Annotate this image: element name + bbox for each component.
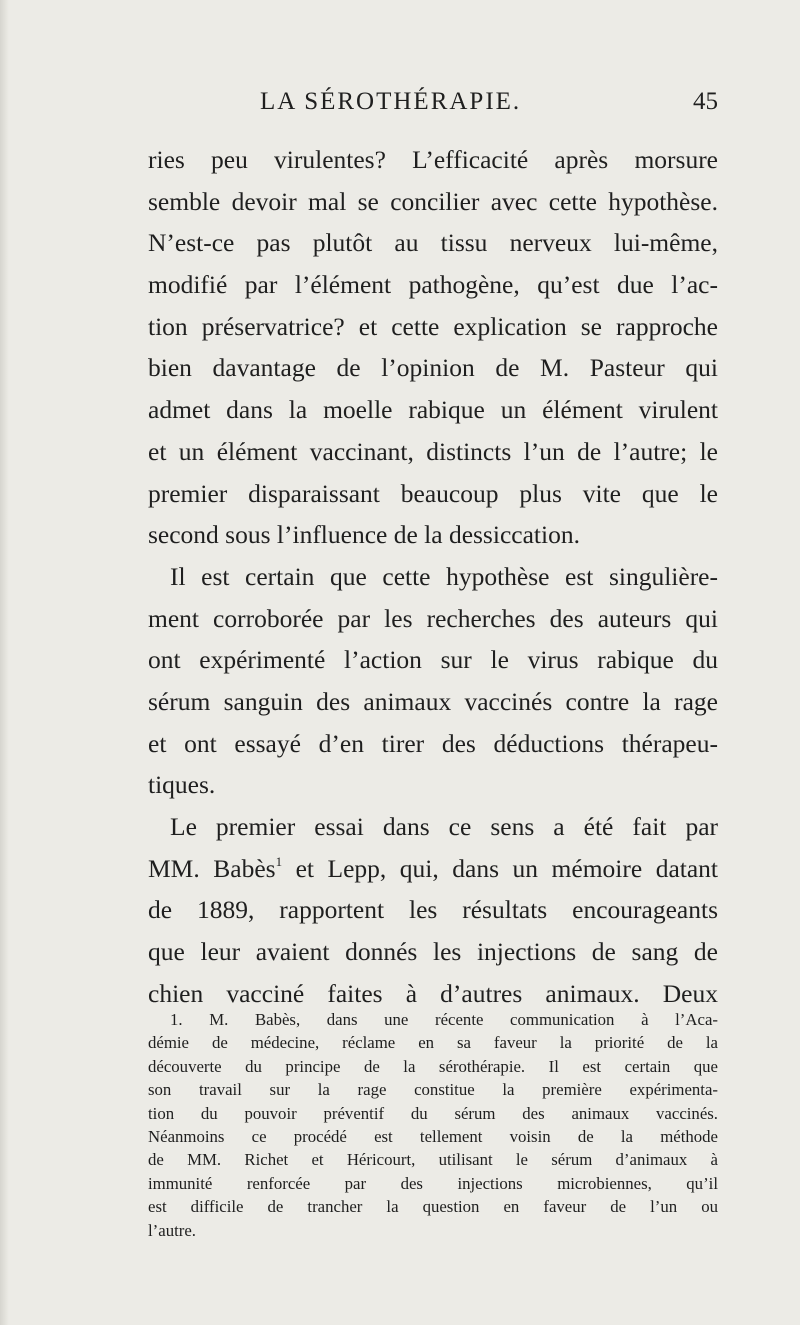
text-line: bien davantage de l’opinion de M. Pasteur qui [148, 353, 718, 383]
page-number: 45 [693, 88, 718, 115]
text-line: tiques. [148, 770, 216, 800]
text-line: semble devoir mal se concilier avec cette hypothèse. [148, 186, 718, 216]
footnote-line: l’autre. [148, 1220, 196, 1240]
text-line: de 1889, rapportent les résultats encourageants [148, 895, 718, 925]
footnote-line: Néanmoins ce procédé est tellement voisin de la méthode [148, 1126, 718, 1146]
running-title: LA SÉROTHÉRAPIE. [260, 88, 522, 115]
text-line: Le premier essai dans ce sens a été fait par [170, 812, 718, 841]
text-segment: MM. Babès [148, 853, 276, 883]
footnote-line: de MM. Richet et Héricourt, utilisant le sérum d’animaux à [148, 1150, 718, 1170]
footnote-line: est difficile de trancher la question en faveur de l’un ou [148, 1197, 718, 1217]
text-line: ries peu virulentes? L’efficacité après morsure [148, 145, 718, 174]
footnote-marker: 1 [275, 853, 283, 869]
text-line: second sous l’influence de la dessiccation. [148, 520, 580, 550]
footnote-line: son travail sur la rage constitue la première expérimenta- [148, 1080, 718, 1100]
text-line: premier disparaissant beaucoup plus vite que le [148, 478, 718, 508]
footnote-line: 1. M. Babès, dans une récente communication à l’Aca- [170, 1010, 718, 1029]
page-header [148, 88, 718, 128]
footnote-line: démie de médecine, réclame en sa faveur la priorité de la [148, 1033, 718, 1053]
text-line: Il est certain que cette hypothèse est singulière- [170, 561, 718, 591]
page-gutter-edge [0, 0, 9, 1325]
footnote-line: immunité renforcée par des injections microbiennes, qu’il [148, 1173, 718, 1193]
text-line: chien vacciné faites à d’autres animaux. Deux [148, 978, 718, 1008]
footnote-line: découverte du principe de la sérothérapie. Il est certain que [148, 1056, 718, 1076]
footnote-line: tion du pouvoir préventif du sérum des animaux vaccinés. [148, 1103, 718, 1123]
text-line: N’est-ce pas plutôt au tissu nerveux lui-même, [148, 228, 718, 258]
text-line: sérum sanguin des animaux vaccinés contre la rage [148, 686, 718, 716]
text-line: ment corroborée par les recherches des auteurs qui [148, 603, 718, 633]
main-text [148, 139, 718, 1014]
text-line: modifié par l’élément pathogène, qu’est due l’ac- [148, 270, 718, 300]
text-line: et un élément vaccinant, distincts l’un de l’autre; le [148, 436, 718, 466]
text-line: admet dans la moelle rabique un élément virulent [148, 395, 718, 425]
text-line: et ont essayé d’en tirer des déductions thérapeu- [148, 728, 718, 758]
text-line: que leur avaient donnés les injections de sang de [148, 937, 718, 967]
text-line: tion préservatrice? et cette explication se rapproche [148, 311, 718, 341]
footnote [148, 1008, 718, 1242]
text-segment: et Lepp, qui, dans un mémoire datant [295, 853, 718, 883]
text-line-with-footnote [148, 848, 718, 890]
text-line: ont expérimenté l’action sur le virus rabique du [148, 645, 718, 675]
